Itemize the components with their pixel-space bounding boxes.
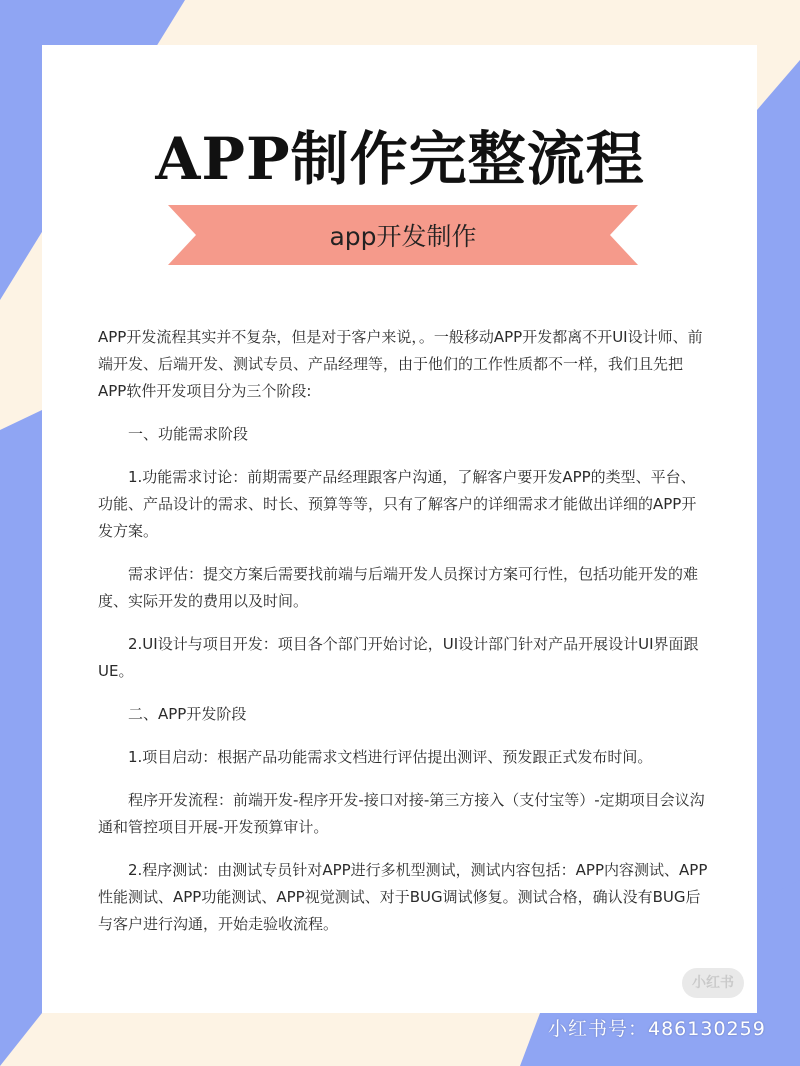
paragraph: APP开发流程其实并不复杂，但是对于客户来说，。一般移动APP开发都离不开UI设计师、前端开发、后端开发、测试专员、产品经理等，由于他们的工作性质都不一样，我们且先把APP软件开发项目分为三个阶段:	[98, 328, 703, 400]
article-body	[98, 324, 708, 954]
paragraph: 2.UI设计与项目开发：项目各个部门开始讨论，UI设计部门针对产品开展设计UI界面跟UE。	[98, 635, 699, 680]
watermark-id: 小红书号：486130259	[548, 1018, 766, 1040]
section-heading: 二、APP开发阶段	[128, 705, 247, 723]
watermark-logo: 小红书	[682, 968, 744, 998]
page-title: APP制作完整流程	[155, 125, 645, 193]
paragraph: 1.项目启动：根据产品功能需求文档进行评估提出测评、预发跟正式发布时间。	[128, 748, 653, 766]
subtitle-ribbon	[168, 205, 638, 265]
paragraph: 2.程序测试：由测试专员针对APP进行多机型测试，测试内容包括：APP内容测试、APP性能测试、APP功能测试、APP视觉测试、对于BUG调试修复。测试合格，确认没有BUG后与客户进行沟通，开始走验收流程。	[98, 861, 708, 933]
section-heading: 一、功能需求阶段	[128, 425, 249, 443]
ribbon-label: app开发制作	[329, 222, 477, 251]
bg-blue-shape-left	[0, 410, 42, 1066]
paragraph: 需求评估：提交方案后需要找前端与后端开发人员探讨方案可行性，包括功能开发的难度、实际开发的费用以及时间。	[98, 565, 699, 610]
paragraph: 1.功能需求讨论：前期需要产品经理跟客户沟通，了解客户要开发APP的类型、平台、功能、产品设计的需求、时长、预算等等，只有了解客户的详细需求才能做出详细的APP开发方案。	[98, 468, 697, 540]
paragraph: 程序开发流程：前端开发-程序开发-接口对接-第三方接入（支付宝等）-定期项目会议沟通和管控项目开展-开发预算审计。	[98, 791, 705, 836]
